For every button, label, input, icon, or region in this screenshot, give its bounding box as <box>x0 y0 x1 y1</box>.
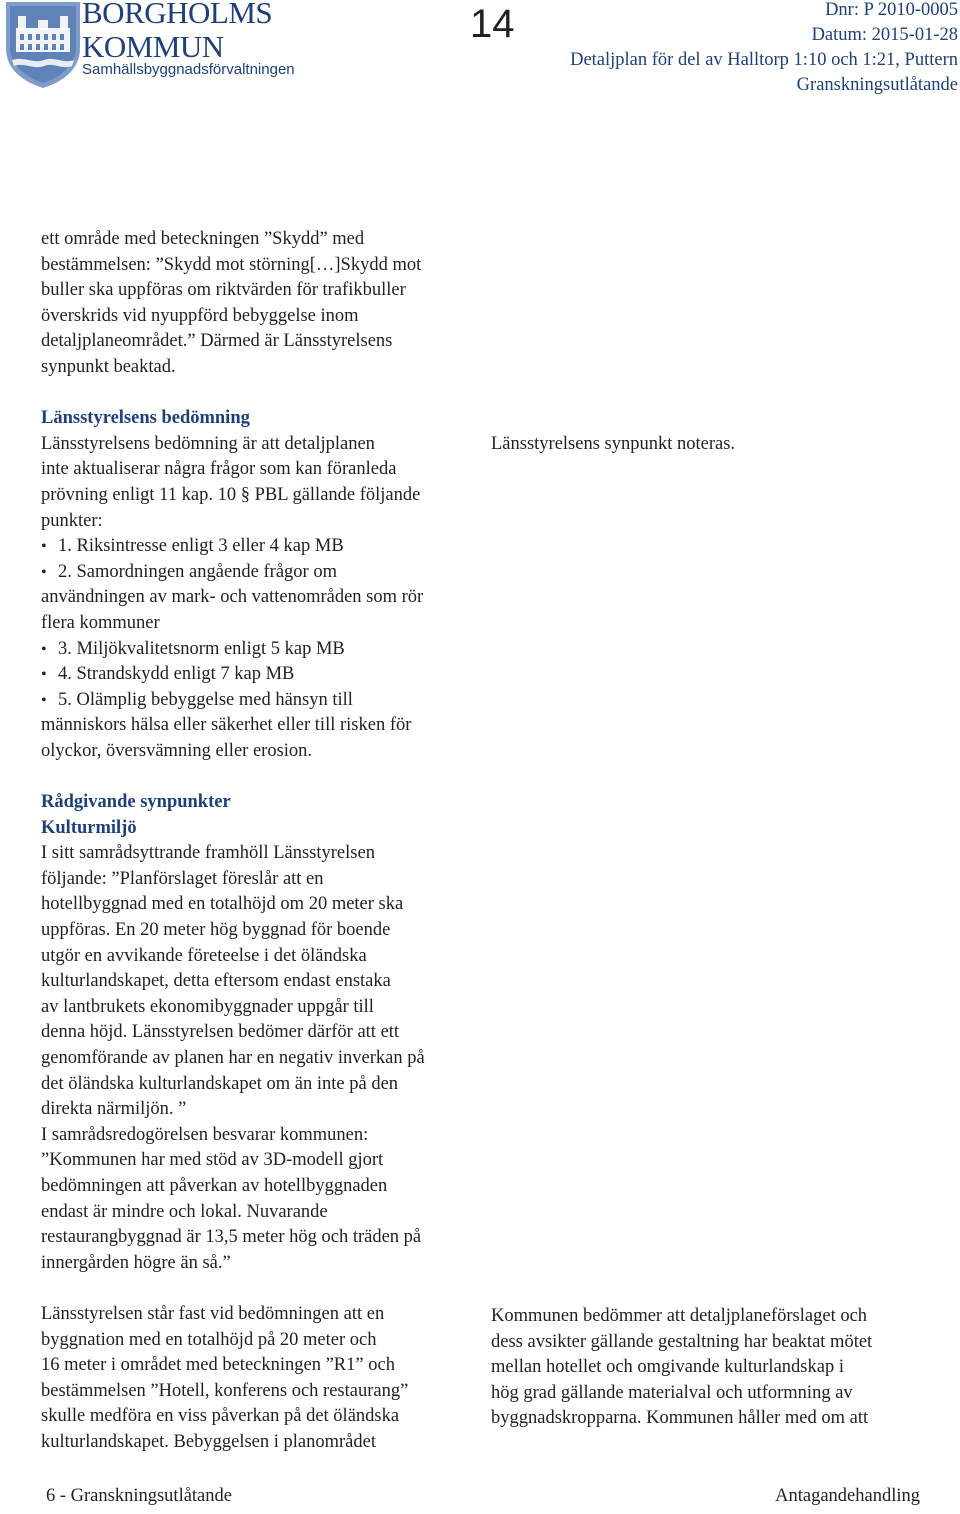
dnr: Dnr: P 2010-0005 <box>825 0 958 20</box>
bullet-item: • 2. Samordningen angående frågor om <box>41 560 481 586</box>
intro-line: ett område med beteckningen ”Skydd” med <box>41 229 365 249</box>
footer-page-label: 6 - Granskningsutlåtande <box>46 1486 232 1506</box>
date: Datum: 2015-01-28 <box>811 25 958 45</box>
bullet-item: • 5. Olämplig bebyggelse med hänsyn till <box>41 688 481 714</box>
org-name-line-1: BORGHOLMS <box>82 0 273 30</box>
final-line: kulturlandskapet. Bebyggelsen i planområdet <box>41 1431 376 1452</box>
page-number: 14 <box>470 2 515 46</box>
culture-line: direkta närmiljön. ” <box>41 1099 187 1120</box>
culture-line: av lantbrukets ekonomibyggnader uppgår till <box>41 996 374 1017</box>
culture-line: genomförande av planen har en negativ inverkan på <box>41 1048 425 1068</box>
right-column-response-1 <box>491 432 931 458</box>
bullet-continuation: människors hälsa eller säkerhet eller till risken för <box>41 715 412 736</box>
assessment-line: Länsstyrelsens bedömning är att detaljplanen <box>41 433 375 454</box>
culture-heading: Kulturmiljö <box>41 817 137 838</box>
final-line: 16 meter i området med beteckningen ”R1” och <box>41 1355 395 1376</box>
intro-line: synpunkt beaktad. <box>41 356 176 377</box>
document-header-info <box>570 0 958 98</box>
culture-line: ”Kommunen har med stöd av 3D-modell gjort <box>41 1150 384 1171</box>
response-line: mellan hotellet och omgivande kulturlandskap i <box>491 1357 844 1378</box>
intro-line: bestämmelsen: ”Skydd mot störning[…]Skydd mot <box>41 254 422 275</box>
intro-line: överskrids vid nyuppförd bebyggelse inom <box>41 305 359 326</box>
bullet-continuation: användningen av mark- och vattenområden som rör <box>41 587 424 608</box>
culture-line: det öländska kulturlandskapet om än inte på den <box>41 1073 399 1094</box>
response-line: Kommunen bedömmer att detaljplaneförslaget och <box>491 1306 868 1326</box>
final-line: Länsstyrelsen står fast vid bedömningen att en <box>41 1303 385 1324</box>
response-line: hög grad gällande materialval och utformning av <box>491 1382 853 1403</box>
assessment-heading: Länsstyrelsens bedömning <box>41 408 250 429</box>
culture-line: restaurangbyggnad är 13,5 meter hög och träden på <box>41 1227 422 1248</box>
final-line: bestämmelsen ”Hotell, konferens och restaurang” <box>41 1380 409 1401</box>
org-name-line-2: KOMMUN <box>82 29 224 64</box>
culture-line: bedömningen att påverkan av hotellbyggnaden <box>41 1175 388 1196</box>
doc-type: Granskningsutlåtande <box>796 75 958 95</box>
bullet-item: • 4. Strandskydd enligt 7 kap MB <box>41 662 481 688</box>
department-name: Samhällsbyggnadsförvaltningen <box>82 61 295 78</box>
advisory-heading: Rådgivande synpunkter <box>41 792 231 813</box>
response-text: Länsstyrelsens synpunkt noteras. <box>491 434 736 454</box>
bullet-item: • 1. Riksintresse enligt 3 eller 4 kap MB <box>41 534 481 560</box>
culture-line: kulturlandskapet, detta eftersom endast enstaka <box>41 971 391 992</box>
response-line: dess avsikter gällande gestaltning har beaktat mötet <box>491 1331 873 1352</box>
bullet-continuation: olyckor, översvämning eller erosion. <box>41 740 313 761</box>
right-column-response-2 <box>491 1304 931 1432</box>
intro-line: buller ska uppföras om riktvärden för trafikbuller <box>41 280 406 301</box>
response-line: byggnadskropparna. Kommunen håller med om att <box>491 1408 869 1429</box>
culture-line: endast är mindre och lokal. Nuvarande <box>41 1201 328 1222</box>
final-line: byggnation med en totalhöjd på 20 meter och <box>41 1329 377 1350</box>
final-line: skulle medföra en viss påverkan på det öländska <box>41 1406 400 1427</box>
culture-line: I samrådsredogörelsen besvarar kommunen: <box>41 1124 369 1145</box>
culture-line: uppföras. En 20 meter hög byggnad för boende <box>41 920 391 941</box>
culture-line: innergården högre än så.” <box>41 1252 231 1273</box>
intro-line: detaljplaneområdet.” Därmed är Länsstyrelsens <box>41 331 393 352</box>
culture-line: denna höjd. Länsstyrelsen bedömer därför att ett <box>41 1022 400 1043</box>
culture-line: I sitt samrådsyttrande framhöll Länsstyrelsen <box>41 843 375 864</box>
culture-line: utgör en avvikande företeelse i det öländska <box>41 945 367 966</box>
culture-line: följande: ”Planförslaget föreslår att en <box>41 868 324 889</box>
left-column-top <box>41 227 481 1456</box>
bullet-item: • 3. Miljökvalitetsnorm enligt 5 kap MB <box>41 637 481 663</box>
bullet-continuation: flera kommuner <box>41 612 160 633</box>
assessment-line: prövning enligt 11 kap. 10 § PBL gällande följande <box>41 484 421 505</box>
plan-title: Detaljplan för del av Halltorp 1:10 och 1:21, Puttern <box>570 50 958 70</box>
culture-line: hotellbyggnad med en totalhöjd om 20 meter ska <box>41 894 404 915</box>
footer-status: Antagandehandling <box>775 1486 920 1506</box>
assessment-line: inte aktualiserar några frågor som kan föranleda <box>41 459 397 480</box>
borgholm-castle-crest-icon <box>4 0 82 88</box>
assessment-line: punkter: <box>41 510 103 531</box>
